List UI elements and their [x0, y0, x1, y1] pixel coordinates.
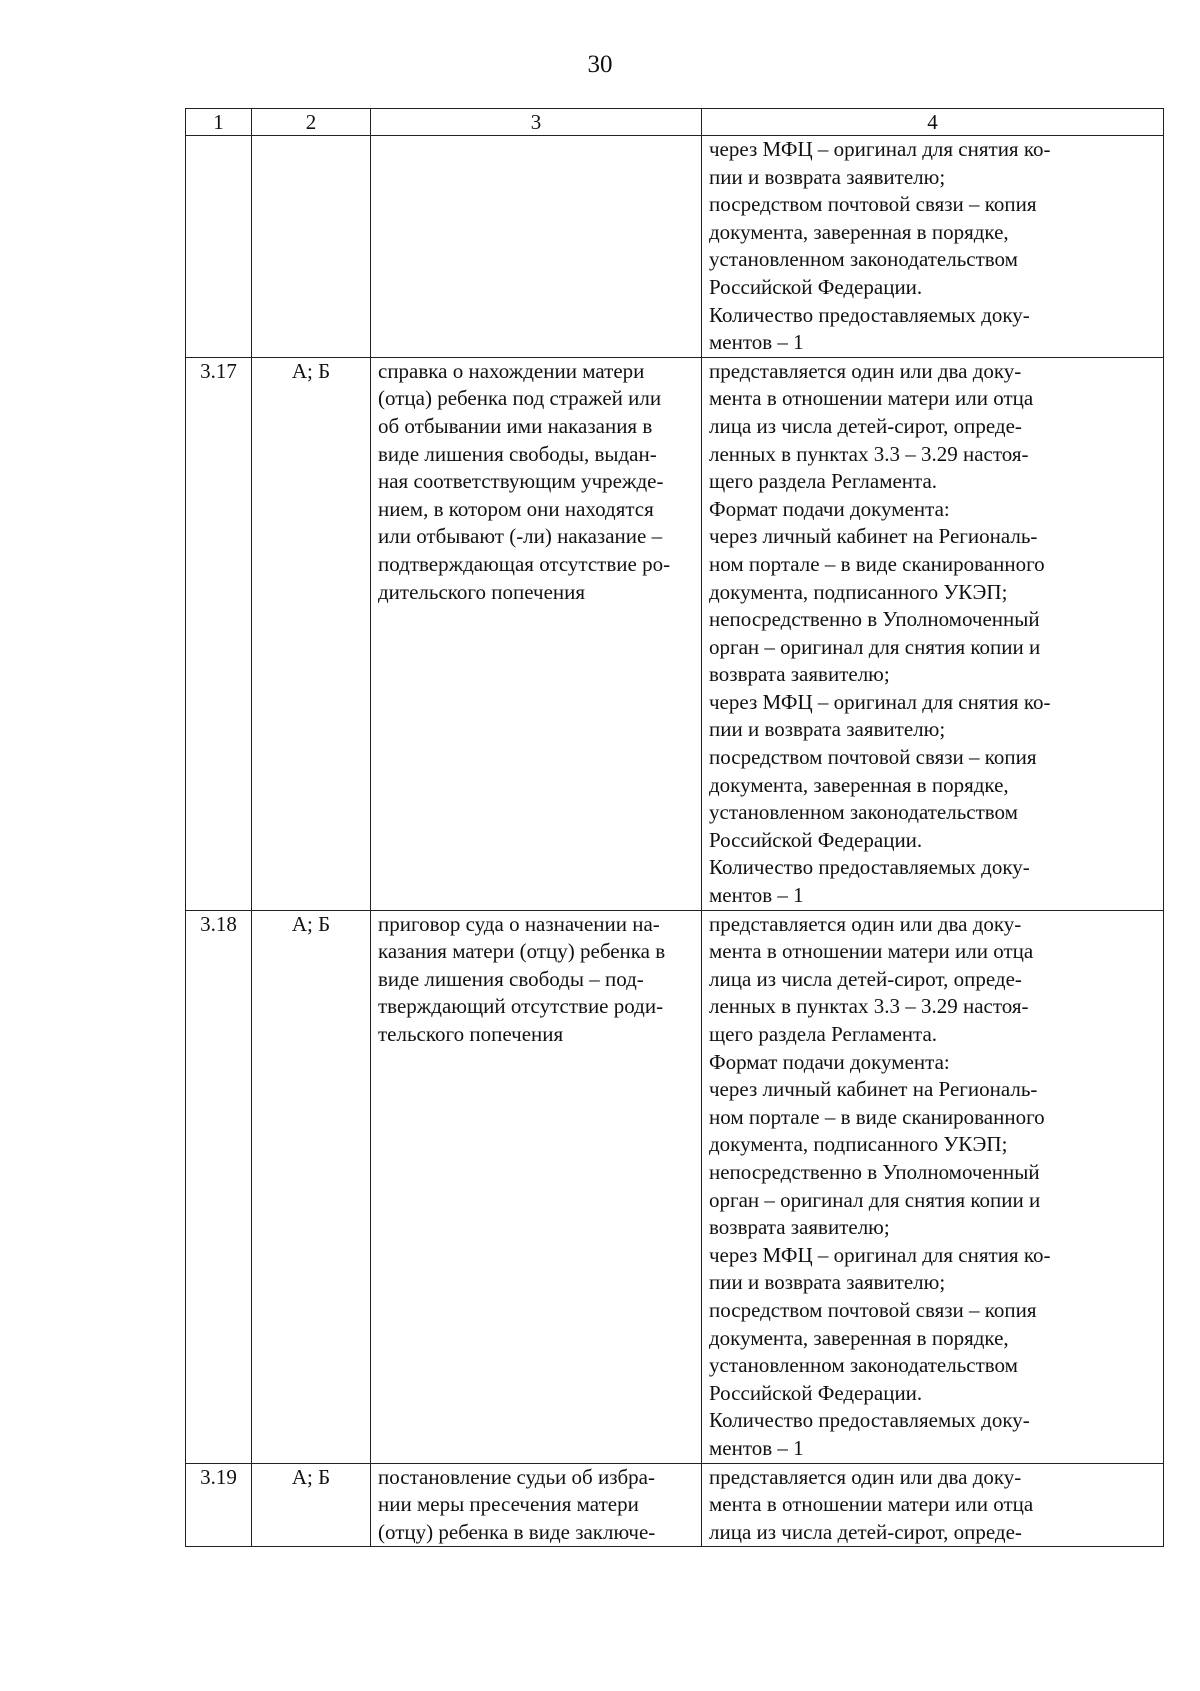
submission-details-line: посредством почтовой связи – копия: [709, 745, 1037, 770]
page-number: 30: [587, 51, 613, 78]
submission-details-line: пии и возврата заявителю;: [709, 164, 946, 189]
column-header-3: 3: [371, 109, 702, 136]
submission-details-line: ленных в пунктах 3.3 – 3.29 настоя-: [709, 441, 1029, 466]
documents-table: [185, 108, 1164, 1547]
submission-details-line: посредством почтовой связи – копия: [709, 1297, 1037, 1322]
submission-details-line: Российской Федерации.: [709, 274, 923, 299]
document-name-line: ная соответствующим учрежде-: [378, 469, 664, 494]
table-row: [186, 136, 1164, 358]
document-name-line: виде лишения свободы – под-: [378, 966, 644, 991]
document-name-line: об отбывании ими наказания в: [378, 413, 653, 438]
column-header-2: 2: [252, 109, 371, 136]
submission-details-line: установленном законодательством: [709, 800, 1018, 825]
submission-details-line: ленных в пунктах 3.3 – 3.29 настоя-: [709, 994, 1029, 1019]
submission-details: [702, 1463, 1164, 1547]
document-name-line: тверждающий отсутствие роди-: [378, 994, 664, 1019]
submission-details-line: Российской Федерации.: [709, 1380, 923, 1405]
submission-details-line: ном портале – в виде сканированного: [709, 1104, 1045, 1129]
submission-details-line: непосредственно в Уполномоченный: [709, 1159, 1040, 1184]
submission-details-line: возврата заявителю;: [709, 662, 890, 687]
document-name-line: нием, в котором они находятся: [378, 496, 654, 521]
applicant-category: А; Б: [252, 910, 371, 1463]
document-name-line: приговор суда о назначении на-: [378, 911, 660, 936]
document-name-line: тельского попечения: [378, 1022, 564, 1046]
row-number: [186, 136, 252, 358]
submission-details-line: документа, подписанного УКЭП;: [709, 579, 1008, 604]
document-name-line: нии меры пресечения матери: [378, 1492, 639, 1517]
submission-details-line: представляется один или два доку-: [709, 1464, 1022, 1489]
submission-details-line: представляется один или два доку-: [709, 358, 1022, 383]
row-number: 3.17: [186, 357, 252, 910]
submission-details-line: ментов – 1: [709, 883, 804, 908]
submission-details-line: ном портале – в виде сканированного: [709, 551, 1045, 576]
submission-details: [702, 136, 1164, 358]
column-header-4: 4: [702, 109, 1164, 136]
submission-details-line: документа, подписанного УКЭП;: [709, 1132, 1008, 1157]
submission-details-line: лица из числа детей-сирот, опреде-: [709, 1519, 1022, 1544]
submission-details-line: через МФЦ – оригинал для снятия ко-: [709, 1242, 1051, 1267]
submission-details-line: Формат подачи документа:: [709, 496, 950, 521]
submission-details-line: Количество предоставляемых доку-: [709, 855, 1030, 880]
submission-details-line: документа, заверенная в порядке,: [709, 1325, 1009, 1350]
submission-details-line: Формат подачи документа:: [709, 1049, 950, 1074]
document-name-line: виде лишения свободы, выдан-: [378, 441, 657, 466]
submission-details-line: Российской Федерации.: [709, 827, 923, 852]
submission-details-line: через личный кабинет на Региональ-: [709, 524, 1038, 549]
submission-details-line: лица из числа детей-сирот, опреде-: [709, 413, 1022, 438]
submission-details-line: щего раздела Регламента.: [709, 469, 938, 494]
submission-details-line: посредством почтовой связи – копия: [709, 192, 1037, 217]
document-name: [371, 910, 702, 1463]
document-name-line: дительского попечения: [378, 579, 586, 604]
submission-details-line: документа, заверенная в порядке,: [709, 772, 1009, 797]
row-number: 3.18: [186, 910, 252, 1463]
submission-details-line: пии и возврата заявителю;: [709, 1270, 946, 1295]
submission-details-line: через МФЦ – оригинал для снятия ко-: [709, 689, 1051, 714]
table-row: [186, 1463, 1164, 1547]
submission-details-line: мента в отношении матери или отца: [709, 939, 1034, 964]
submission-details-line: непосредственно в Уполномоченный: [709, 607, 1040, 632]
document-name-line: (отца) ребенка под стражей или: [378, 386, 662, 411]
submission-details-line: возврата заявителю;: [709, 1215, 890, 1240]
submission-details-line: через МФЦ – оригинал для снятия ко-: [709, 137, 1051, 161]
submission-details-line: пии и возврата заявителю;: [709, 717, 946, 742]
document-name-line: или отбывают (-ли) наказание –: [378, 524, 663, 549]
submission-details-line: Количество предоставляемых доку-: [709, 1408, 1030, 1433]
submission-details-line: орган – оригинал для снятия копии и: [709, 1187, 1041, 1212]
submission-details-line: представляется один или два доку-: [709, 911, 1022, 936]
submission-details-line: установленном законодательством: [709, 1353, 1018, 1378]
submission-details-line: мента в отношении матери или отца: [709, 386, 1034, 411]
row-number: 3.19: [186, 1463, 252, 1547]
submission-details-line: лица из числа детей-сирот, опреде-: [709, 966, 1022, 991]
document-name: [371, 136, 702, 358]
submission-details-line: через личный кабинет на Региональ-: [709, 1077, 1038, 1102]
submission-details: [702, 910, 1164, 1463]
document-name-line: казания матери (отцу) ребенка в: [378, 939, 666, 964]
submission-details-line: ментов – 1: [709, 1435, 804, 1460]
table-row: [186, 910, 1164, 1463]
document-name: [371, 1463, 702, 1547]
submission-details-line: Количество предоставляемых доку-: [709, 302, 1030, 327]
applicant-category: [252, 136, 371, 358]
submission-details-line: мента в отношении матери или отца: [709, 1492, 1034, 1517]
document-name: [371, 357, 702, 910]
table-header-row: [186, 109, 1164, 136]
document-name-line: постановление судьи об избра-: [378, 1464, 655, 1489]
document-name-line: справка о нахождении матери: [378, 358, 645, 383]
table-row: [186, 357, 1164, 910]
applicant-category: А; Б: [252, 357, 371, 910]
submission-details: [702, 357, 1164, 910]
document-name-line: (отцу) ребенка в виде заключе-: [378, 1519, 656, 1544]
submission-details-line: установленном законодательством: [709, 247, 1018, 272]
document-name-line: подтверждающая отсутствие ро-: [378, 551, 671, 576]
submission-details-line: ментов – 1: [709, 330, 804, 355]
applicant-category: А; Б: [252, 1463, 371, 1547]
submission-details-line: документа, заверенная в порядке,: [709, 219, 1009, 244]
submission-details-line: орган – оригинал для снятия копии и: [709, 634, 1041, 659]
column-header-1: 1: [186, 109, 252, 136]
submission-details-line: щего раздела Регламента.: [709, 1022, 938, 1046]
